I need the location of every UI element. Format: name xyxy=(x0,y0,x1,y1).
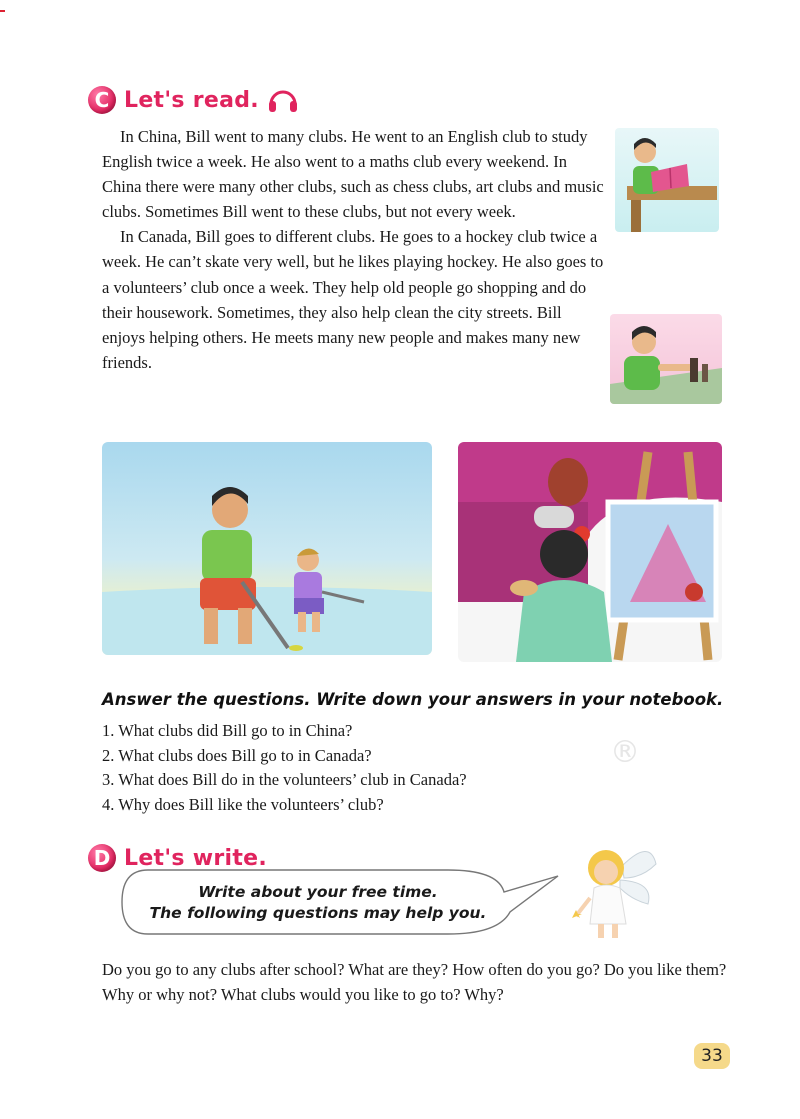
headphones-icon[interactable] xyxy=(267,86,299,114)
speech-bubble xyxy=(118,862,568,942)
question-item: 4. Why does Bill like the volunteers’ club? xyxy=(102,794,384,814)
art-scene-illustration xyxy=(458,442,722,662)
section-d-badge: D xyxy=(88,844,116,872)
volunteer-boy-illustration xyxy=(610,314,722,404)
question-item: 2. What clubs does Bill go to in Canada? xyxy=(102,745,372,765)
section-c-heading xyxy=(88,86,299,114)
hockey-scene-illustration xyxy=(102,442,432,655)
speech-bubble-text xyxy=(118,882,518,924)
section-c-title: Let's read. xyxy=(124,87,259,113)
reading-paragraph-1: In China, Bill went to many clubs. He went to an English club to study English twice a week. He also went to a maths club every weekend. In China there were many other clubs, such as chess clubs, art clubs and music clubs. Sometimes Bill went to these clubs, but not every week. xyxy=(102,127,604,222)
question-list xyxy=(102,719,467,817)
reading-boy-illustration xyxy=(615,128,719,232)
speech-bubble-line-2: The following questions may help you. xyxy=(149,904,487,922)
answer-instructions: Answer the questions. Write down your answers in your notebook. xyxy=(102,690,724,709)
question-item: 3. What does Bill do in the volunteers’ club in Canada? xyxy=(102,770,467,790)
speech-bubble-line-1: Write about your free time. xyxy=(198,883,438,901)
section-d-title: Let's write. xyxy=(124,845,268,871)
page-number: 33 xyxy=(694,1043,730,1069)
corner-mark xyxy=(0,10,5,12)
fairy-illustration xyxy=(570,838,660,942)
reading-passage xyxy=(102,124,607,375)
question-item: 1. What clubs did Bill go to in China? xyxy=(102,721,353,740)
watermark-registered: ® xyxy=(610,735,640,770)
writing-prompt: Do you go to any clubs after school? What are they? How often do you go? Do you like them? Why or why not? What clubs would you like to go to? Why? xyxy=(102,960,727,1005)
reading-paragraph-2: In Canada, Bill goes to different clubs. He goes to a hockey club twice a week. He can’t skate very well, but he likes playing hockey. He also goes to a volunteers’ club once a week. They help old people go shopping and do their housework. Sometimes, they also help clean the city streets. Bill enjoys helping others. He meets many new people and makes many new friends. xyxy=(102,227,604,372)
section-c-badge: C xyxy=(88,86,116,114)
